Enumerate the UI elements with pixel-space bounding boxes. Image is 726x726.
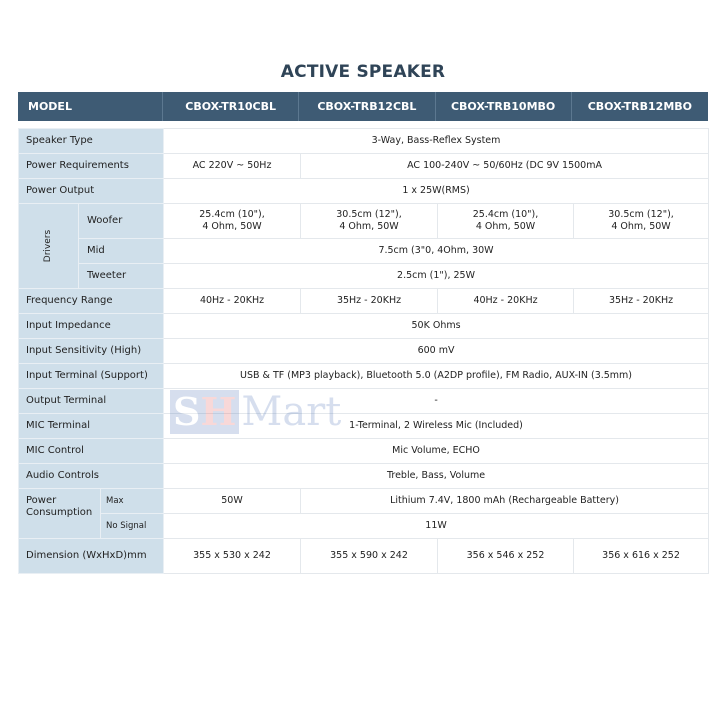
cell: 7.5cm (3"0, 4Ohm, 30W — [164, 239, 709, 264]
table-header — [18, 92, 708, 121]
row-label: Power Output — [19, 179, 164, 204]
row-label: MIC Control — [19, 439, 164, 464]
row-label: Input Sensitivity (High) — [19, 339, 164, 364]
cell: - — [164, 389, 709, 414]
page-title: ACTIVE SPEAKER — [280, 62, 446, 82]
watermark-mart: Mart — [241, 389, 342, 435]
table-row — [19, 314, 709, 339]
table-row — [19, 514, 709, 539]
cell: 355 x 530 x 242 — [164, 539, 301, 574]
cell — [301, 204, 438, 239]
watermark-sh-mark: SH — [170, 390, 239, 434]
row-label: Input Impedance — [19, 314, 164, 339]
cell-line: 30.5cm (12"), — [336, 209, 402, 220]
table-row — [19, 179, 709, 204]
table-row — [19, 389, 709, 414]
cell: 50W — [164, 489, 301, 514]
cell: 50K Ohms — [164, 314, 709, 339]
table-row — [19, 439, 709, 464]
model-header: MODEL — [18, 92, 163, 121]
row-label: Power Requirements — [19, 154, 164, 179]
table-row — [19, 464, 709, 489]
cell: 356 x 616 x 252 — [574, 539, 709, 574]
table-row — [19, 289, 709, 314]
row-label: Power Consumption — [19, 489, 101, 539]
table-row — [19, 339, 709, 364]
cell — [438, 204, 574, 239]
table-row — [19, 539, 709, 574]
row-sublabel: Max — [101, 489, 164, 514]
row-label: Tweeter — [79, 264, 164, 289]
table-row — [19, 364, 709, 389]
cell — [164, 204, 301, 239]
cell-line: 30.5cm (12"), — [608, 209, 674, 220]
table-row — [19, 129, 709, 154]
cell: AC 100-240V ~ 50/60Hz (DC 9V 1500mA — [301, 154, 709, 179]
row-label: Frequency Range — [19, 289, 164, 314]
cell: 356 x 546 x 252 — [438, 539, 574, 574]
cell: 11W — [164, 514, 709, 539]
drivers-group-label — [19, 204, 79, 289]
row-label: Woofer — [79, 204, 164, 239]
drivers-label: Drivers — [43, 229, 54, 263]
table-row — [19, 204, 709, 239]
table-row — [19, 264, 709, 289]
row-label: Audio Controls — [19, 464, 164, 489]
cell: Treble, Bass, Volume — [164, 464, 709, 489]
cell: 40Hz - 20KHz — [164, 289, 301, 314]
cell: 600 mV — [164, 339, 709, 364]
row-label: Speaker Type — [19, 129, 164, 154]
cell-line: 4 Ohm, 50W — [202, 221, 262, 232]
model-column-1: CBOX-TR10CBL — [163, 92, 299, 121]
row-label: Dimension (WxHxD)mm — [19, 539, 164, 574]
row-label: Input Terminal (Support) — [19, 364, 164, 389]
table-row — [19, 154, 709, 179]
cell: 35Hz - 20KHz — [301, 289, 438, 314]
spec-table — [18, 128, 709, 574]
cell: AC 220V ~ 50Hz — [164, 154, 301, 179]
cell-line: 4 Ohm, 50W — [475, 221, 536, 232]
cell: USB & TF (MP3 playback), Bluetooth 5.0 (A2DP profile), FM Radio, AUX-IN (3.5mm) — [164, 364, 709, 389]
cell: 40Hz - 20KHz — [438, 289, 574, 314]
cell: 2.5cm (1"), 25W — [164, 264, 709, 289]
row-sublabel: No Signal — [101, 514, 164, 539]
model-column-3: CBOX-TRB10MBO — [436, 92, 572, 121]
cell: 35Hz - 20KHz — [574, 289, 709, 314]
model-column-2: CBOX-TRB12CBL — [299, 92, 435, 121]
table-row — [19, 239, 709, 264]
cell-line: 25.4cm (10"), — [472, 209, 539, 220]
table-row — [19, 489, 709, 514]
cell-line: 4 Ohm, 50W — [611, 221, 671, 232]
cell: 355 x 590 x 242 — [301, 539, 438, 574]
row-label: Output Terminal — [19, 389, 164, 414]
cell: 1 x 25W(RMS) — [164, 179, 709, 204]
cell: Lithium 7.4V, 1800 mAh (Rechargeable Battery) — [301, 489, 709, 514]
row-label: Mid — [79, 239, 164, 264]
model-column-4: CBOX-TRB12MBO — [587, 100, 693, 113]
cell: 1-Terminal, 2 Wireless Mic (Included) — [164, 414, 709, 439]
row-label: MIC Terminal — [19, 414, 164, 439]
cell: Mic Volume, ECHO — [164, 439, 709, 464]
cell-line: 25.4cm (10"), — [199, 209, 265, 220]
cell: 3-Way, Bass-Reflex System — [164, 129, 709, 154]
cell-line: 4 Ohm, 50W — [339, 221, 399, 232]
cell — [574, 204, 709, 239]
table-row — [19, 414, 709, 439]
